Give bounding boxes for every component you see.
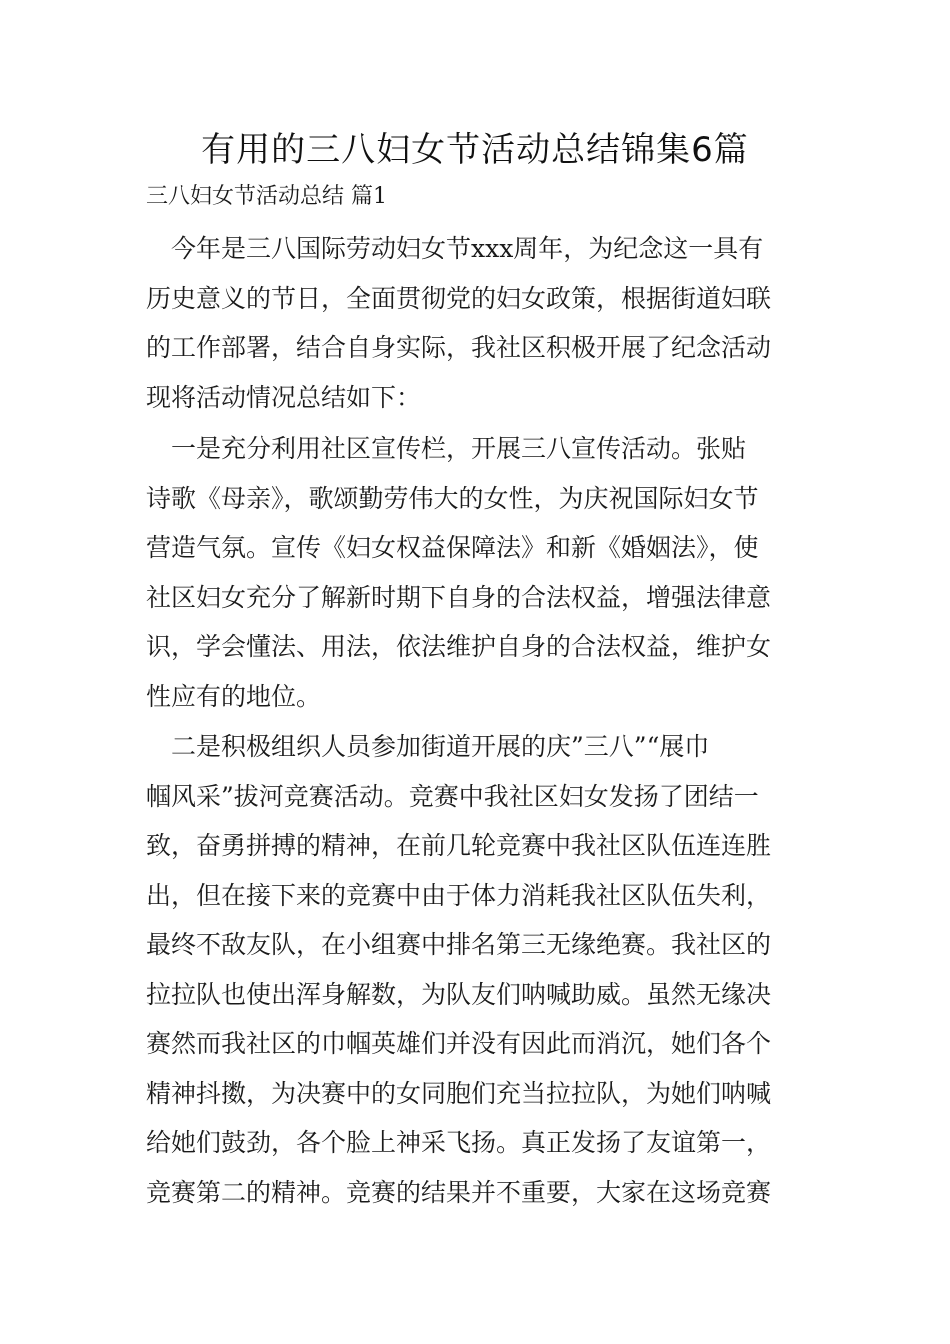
document-title: 有用的三八妇女节活动总结锦集6篇 [201, 130, 749, 170]
paragraph-line: 营造气氛。宣传《妇女权益保障法》和新《婚姻法》，使 [146, 533, 759, 562]
paragraph-2 [146, 424, 808, 721]
section-heading: 三八妇女节活动总结 篇1 [146, 184, 387, 209]
paragraph-line: 一是充分利用社区宣传栏，开展三八宣传活动。张贴 [146, 434, 747, 463]
paragraph-line: 竞赛第二的精神。竞赛的结果并不重要，大家在这场竞赛 [146, 1177, 772, 1207]
paragraph-line: 给她们鼓劲，各个脸上神采飞扬。真正发扬了友谊第一， [146, 1128, 772, 1157]
paragraph-line: 性应有的地位。 [146, 681, 322, 711]
paragraph-line: 二是积极组织人员参加街道开展的庆”三八”“展巾 [146, 732, 710, 761]
paragraph-line: 赛然而我社区的巾帼英雄们并没有因此而消沉，她们各个 [146, 1029, 772, 1058]
paragraph-line: 社区妇女充分了解新时期下自身的合法权益，增强法律意 [146, 582, 772, 612]
paragraph-line: 诗歌《母亲》，歌颂勤劳伟大的女性，为庆祝国际妇女节 [146, 483, 759, 513]
paragraph-1 [146, 224, 808, 422]
paragraph-line: 历史意义的节日，全面贯彻党的妇女政策，根据街道妇联 [146, 283, 772, 313]
paragraph-line: 致，奋勇拼搏的精神，在前几轮竞赛中我社区队伍连连胜 [146, 831, 772, 860]
paragraph-line: 帼风采”拔河竞赛活动。竞赛中我社区妇女发扬了团结一 [146, 781, 759, 811]
paragraph-line: 的工作部署，结合自身实际，我社区积极开展了纪念活动 [146, 333, 772, 362]
paragraph-3 [146, 722, 808, 1217]
paragraph-line: 拉拉队也使出浑身解数，为队友们呐喊助威。虽然无缘决 [146, 979, 772, 1009]
paragraph-line: 精神抖擞，为决赛中的女同胞们充当拉拉队，为她们呐喊 [146, 1078, 772, 1108]
paragraph-line: 现将活动情况总结如下： [146, 382, 422, 412]
paragraph-line: 最终不敌友队，在小组赛中排名第三无缘绝赛。我社区的 [146, 930, 772, 959]
paragraph-line: 出，但在接下来的竞赛中由于体力消耗我社区队伍失利， [146, 880, 772, 910]
paragraph-line: 识，学会懂法、用法，依法维护自身的合法权益，维护女 [146, 632, 772, 661]
paragraph-line: 今年是三八国际劳动妇女节xxx周年，为纪念这一具有 [146, 234, 764, 263]
